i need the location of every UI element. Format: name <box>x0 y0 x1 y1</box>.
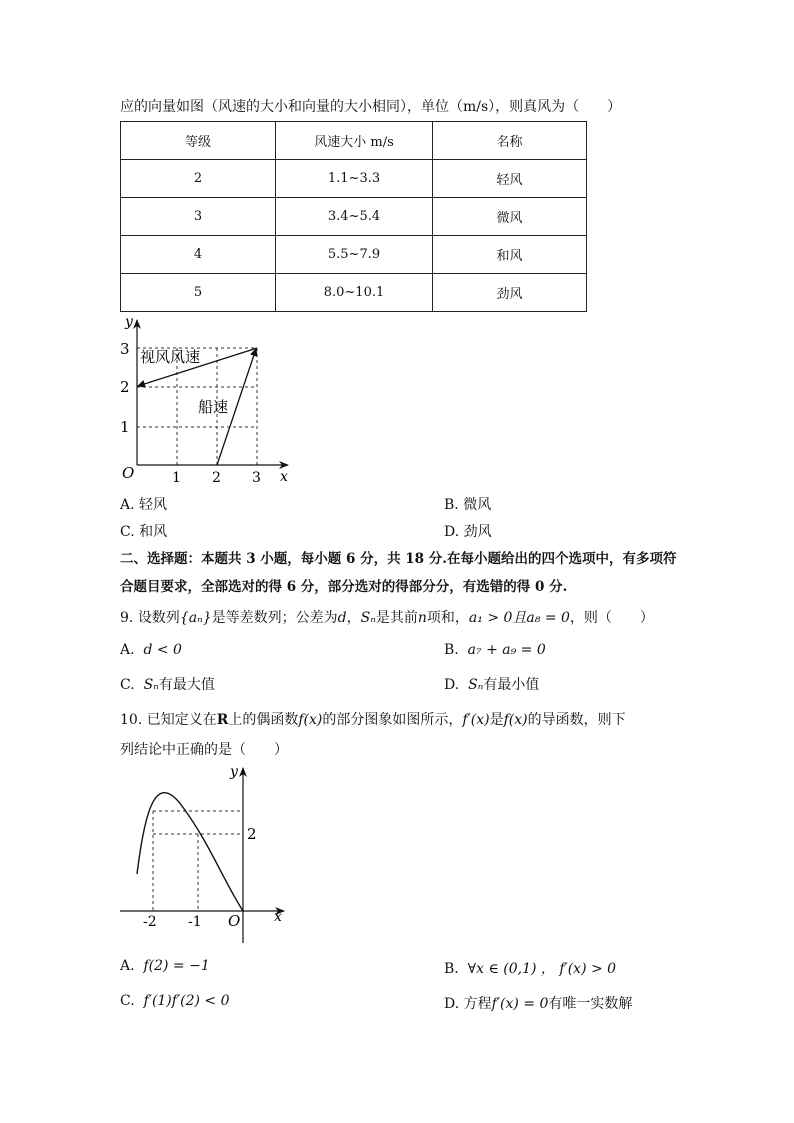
table-cell: 和风 <box>433 236 587 274</box>
sequence-expr: {aₙ} <box>179 610 212 626</box>
math-var: Sₙ <box>360 610 376 626</box>
math-var: Sₙ <box>468 677 484 693</box>
origin-label: O <box>228 912 241 930</box>
stem-text: ，则（ ） <box>569 610 654 626</box>
section-2-heading: 二、选择题：本题共 3 小题，每小题 6 分，共 18 分.在每小题给出的四个选项中，有多项符 <box>120 551 677 567</box>
option-b[interactable] <box>444 642 546 658</box>
math-expr: ∀x ∈ (0,1) ， f′(x) > 0 <box>467 961 617 977</box>
x-axis-label: x <box>274 909 282 925</box>
table-cell: 3 <box>121 198 276 236</box>
function-graph <box>112 758 302 948</box>
option-text: 有最大值 <box>158 677 215 693</box>
y-tick-label: 1 <box>120 418 130 436</box>
x-tick-label: 1 <box>172 470 181 486</box>
option-d[interactable]: D. 劲风 <box>444 524 492 540</box>
option-letter: C. <box>120 677 135 693</box>
option-letter: A. <box>120 958 135 974</box>
stem-text: 是等差数列；公差为 <box>211 610 338 626</box>
vector-diagram <box>110 310 310 490</box>
option-b[interactable]: B. 微风 <box>444 497 492 513</box>
ship-speed-label: 船速 <box>198 398 229 416</box>
math-var: Sₙ <box>143 677 159 693</box>
math-expr: f′(1)f′(2) < 0 <box>143 993 230 1009</box>
wind-level-table <box>120 121 587 312</box>
table-row <box>121 236 587 274</box>
table-cell: 2 <box>121 160 276 198</box>
option-letter: D. <box>444 996 460 1012</box>
table-cell: 8.0~10.1 <box>276 274 433 312</box>
question-10-stem-cont: 列结论中正确的是（ ） <box>120 742 288 758</box>
question-9-stem <box>120 607 654 627</box>
math-expr: f′(x) = 0 <box>491 996 549 1012</box>
math-var: d <box>337 610 347 626</box>
option-text: 方程 <box>463 996 492 1012</box>
stem-text: 是其前 <box>375 610 418 626</box>
table-row <box>121 160 587 198</box>
question-number: 9. <box>120 610 134 626</box>
question-8-lead-text: 应的向量如图（风速的大小和向量的大小相同），单位（m/s），则真风为（ ） <box>120 99 622 115</box>
table-cell: 5.5~7.9 <box>276 236 433 274</box>
option-letter: C. <box>120 993 135 1009</box>
option-a[interactable] <box>120 958 210 974</box>
table-row <box>121 198 587 236</box>
table-cell: 5 <box>121 274 276 312</box>
y-tick-label: 2 <box>247 825 257 843</box>
option-c[interactable] <box>120 674 215 694</box>
x-tick-label: -2 <box>143 914 157 930</box>
math-expr: d < 0 <box>143 642 182 658</box>
table-row <box>121 274 587 312</box>
table-cell: 3.4~5.4 <box>276 198 433 236</box>
math-set: R <box>216 712 229 728</box>
math-expr: a₁ > 0且a₈ = 0 <box>468 610 570 626</box>
option-text: 有唯一实数解 <box>548 996 633 1012</box>
table-cell: 微风 <box>433 198 587 236</box>
stem-text: 项和， <box>426 610 469 626</box>
stem-text: ， <box>346 610 361 626</box>
math-expr: f(x) <box>298 712 323 728</box>
stem-text: 已知定义在 <box>146 712 217 728</box>
math-expr: a₇ + a₉ = 0 <box>467 642 546 658</box>
table-header-cell: 名称 <box>433 122 587 160</box>
table-header-cell: 等级 <box>121 122 276 160</box>
math-var: n <box>417 610 427 626</box>
y-tick-label: 2 <box>120 378 130 396</box>
y-axis-label: y <box>230 764 238 780</box>
stem-text: 设数列 <box>137 610 180 626</box>
guide-lines <box>153 811 243 911</box>
option-a[interactable]: A. 轻风 <box>120 497 168 513</box>
question-number: 10. <box>120 712 143 728</box>
x-tick-label: 3 <box>252 470 261 486</box>
y-axis-label: y <box>125 314 133 330</box>
stem-text: 上的偶函数 <box>228 712 299 728</box>
stem-text: 的部分图象如图所示， <box>322 712 463 728</box>
math-expr: f(x) <box>503 712 528 728</box>
table-header-row <box>121 122 587 160</box>
origin-label: O <box>122 464 135 482</box>
x-tick-label: -1 <box>188 914 202 930</box>
option-c[interactable] <box>120 993 230 1009</box>
x-axis-label: x <box>280 469 288 485</box>
apparent-wind-label: 视风风速 <box>140 348 201 366</box>
option-d[interactable] <box>444 993 632 1013</box>
option-b[interactable] <box>444 958 616 978</box>
y-tick-label: 3 <box>120 340 130 358</box>
option-text: 有最小值 <box>483 677 540 693</box>
option-letter: A. <box>120 642 135 658</box>
table-cell: 劲风 <box>433 274 587 312</box>
x-tick-label: 2 <box>212 470 221 486</box>
math-expr: f′(x) <box>462 712 490 728</box>
option-d[interactable] <box>444 674 539 694</box>
math-expr: f(2) = −1 <box>143 958 210 974</box>
option-letter: D. <box>444 677 460 693</box>
option-a[interactable] <box>120 642 182 658</box>
option-letter: B. <box>444 961 459 977</box>
option-letter: B. <box>444 642 459 658</box>
stem-text: 是 <box>489 712 504 728</box>
option-c[interactable]: C. 和风 <box>120 524 168 540</box>
section-2-heading-cont: 合题目要求，全部选对的得 6 分，部分选对的得部分分，有选错的得 0 分. <box>120 579 568 595</box>
question-10-stem <box>120 709 626 729</box>
stem-text: 的导函数，则下 <box>527 712 626 728</box>
table-header-cell: 风速大小 m/s <box>276 122 433 160</box>
table-cell: 4 <box>121 236 276 274</box>
table-cell: 轻风 <box>433 160 587 198</box>
function-curve <box>137 793 243 911</box>
table-cell: 1.1~3.3 <box>276 160 433 198</box>
